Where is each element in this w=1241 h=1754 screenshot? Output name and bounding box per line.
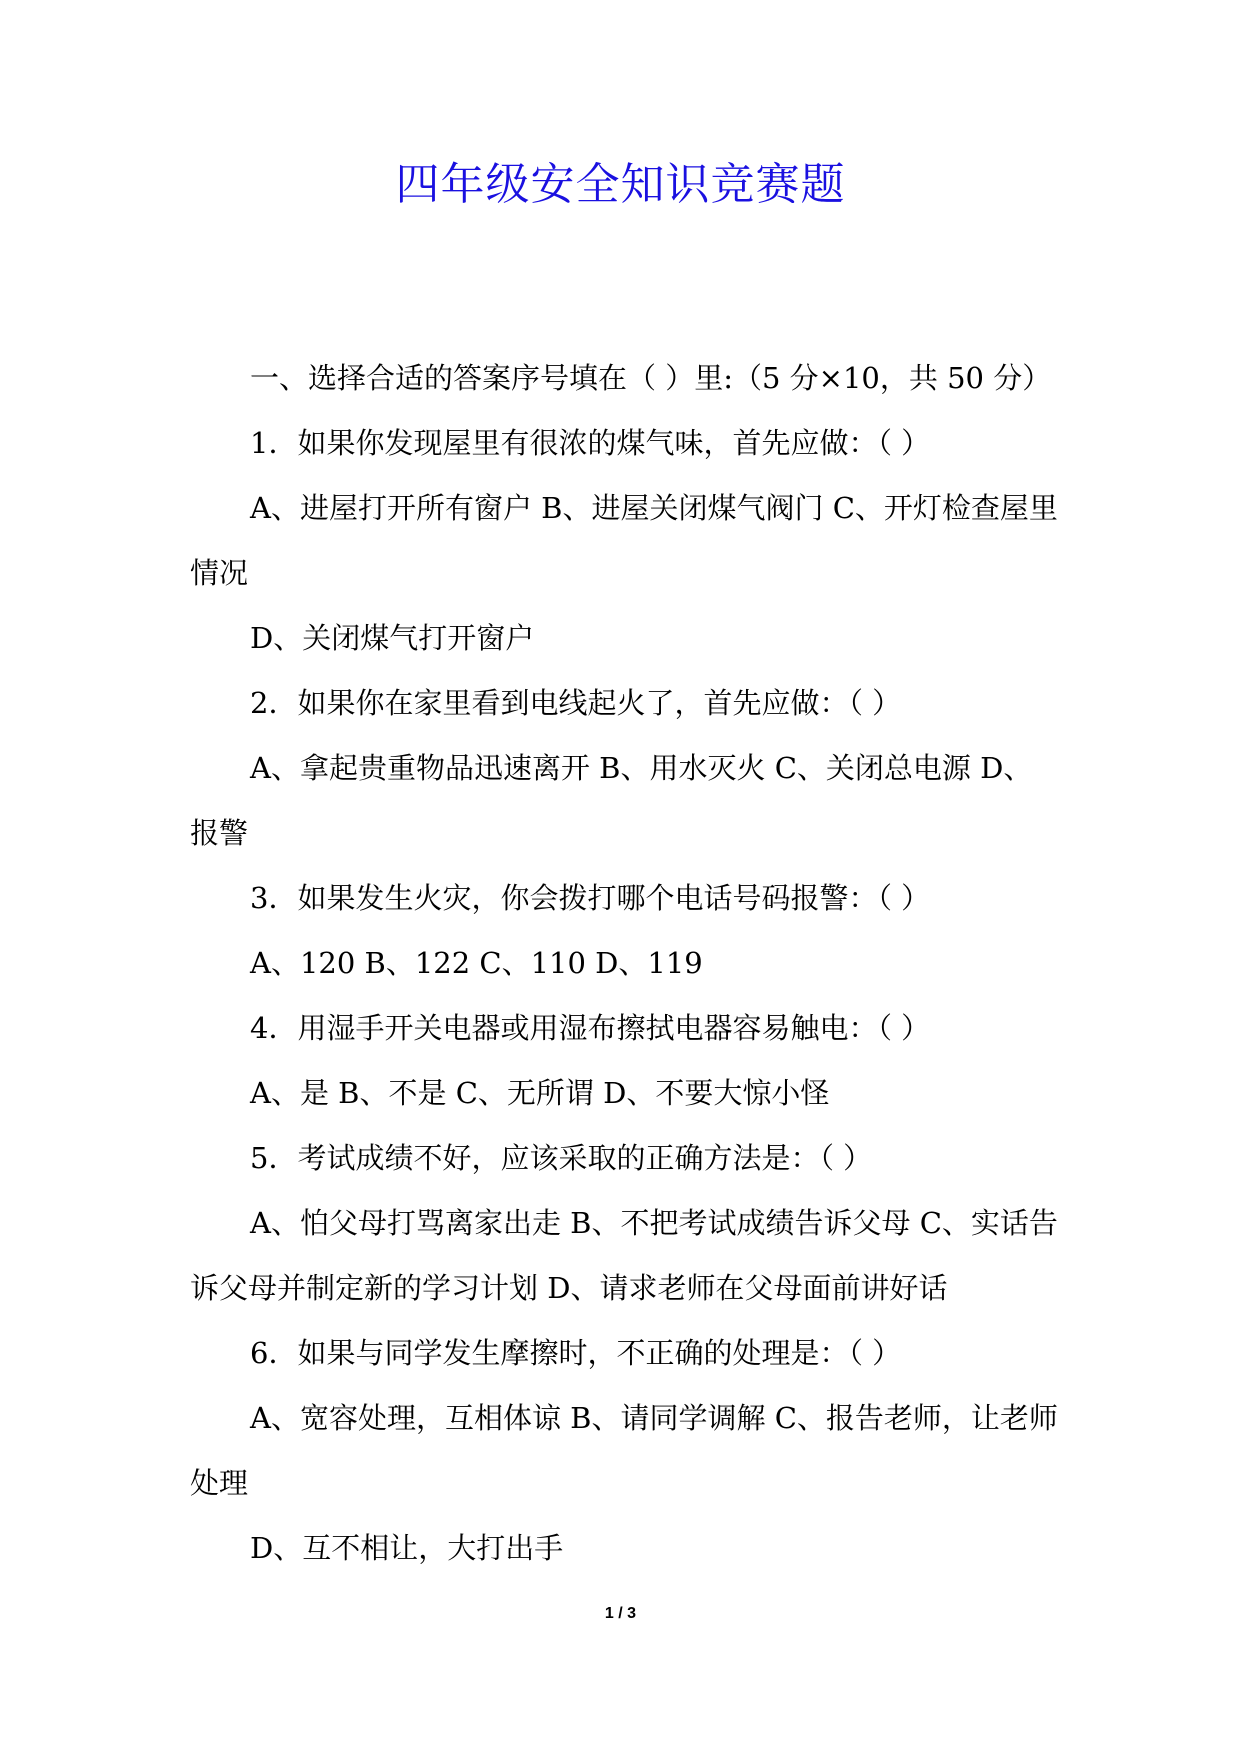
question-4-options: A、是 B、不是 C、无所谓 D、不要大惊小怪 xyxy=(250,1076,830,1110)
page-number: 1 / 3 xyxy=(604,1605,637,1622)
question-1-options: A、进屋打开所有窗户 B、进屋关闭煤气阀门 C、开灯检查屋里情况 xyxy=(190,491,1058,590)
question-3: 3．如果发生火灾，你会拨打哪个电话号码报警：（ ） xyxy=(250,881,931,915)
question-6-option-d: D、互不相让，大打出手 xyxy=(250,1531,564,1565)
question-3-options: A、120 B、122 C、110 D、119 xyxy=(250,946,703,980)
question-1: 1．如果你发现屋里有很浓的煤气味，首先应做：（ ） xyxy=(250,426,931,460)
question-6: 6．如果与同学发生摩擦时，不正确的处理是：（ ） xyxy=(250,1336,902,1370)
document-title: 四年级安全知识竞赛题 xyxy=(395,159,846,210)
document-body xyxy=(190,346,1058,1581)
question-5: 5．考试成绩不好，应该采取的正确方法是：（ ） xyxy=(250,1141,873,1175)
question-2: 2．如果你在家里看到电线起火了，首先应做：（ ） xyxy=(250,686,902,720)
section-heading: 一、选择合适的答案序号填在（ ）里:（5 分×10，共 50 分） xyxy=(250,361,1052,395)
question-6-options: A、宽容处理，互相体谅 B、请同学调解 C、报告老师，让老师处理 xyxy=(190,1401,1058,1500)
question-4: 4．用湿手开关电器或用湿布擦拭电器容易触电：（ ） xyxy=(250,1011,931,1045)
question-5-options: A、怕父母打骂离家出走 B、不把考试成绩告诉父母 C、实话告诉父母并制定新的学习计划 D、请求老师在父母面前讲好话 xyxy=(190,1206,1058,1305)
question-1-option-d: D、关闭煤气打开窗户 xyxy=(250,621,535,655)
question-2-options: A、拿起贵重物品迅速离开 B、用水灭火 C、关闭总电源 D、报警 xyxy=(190,751,1033,850)
